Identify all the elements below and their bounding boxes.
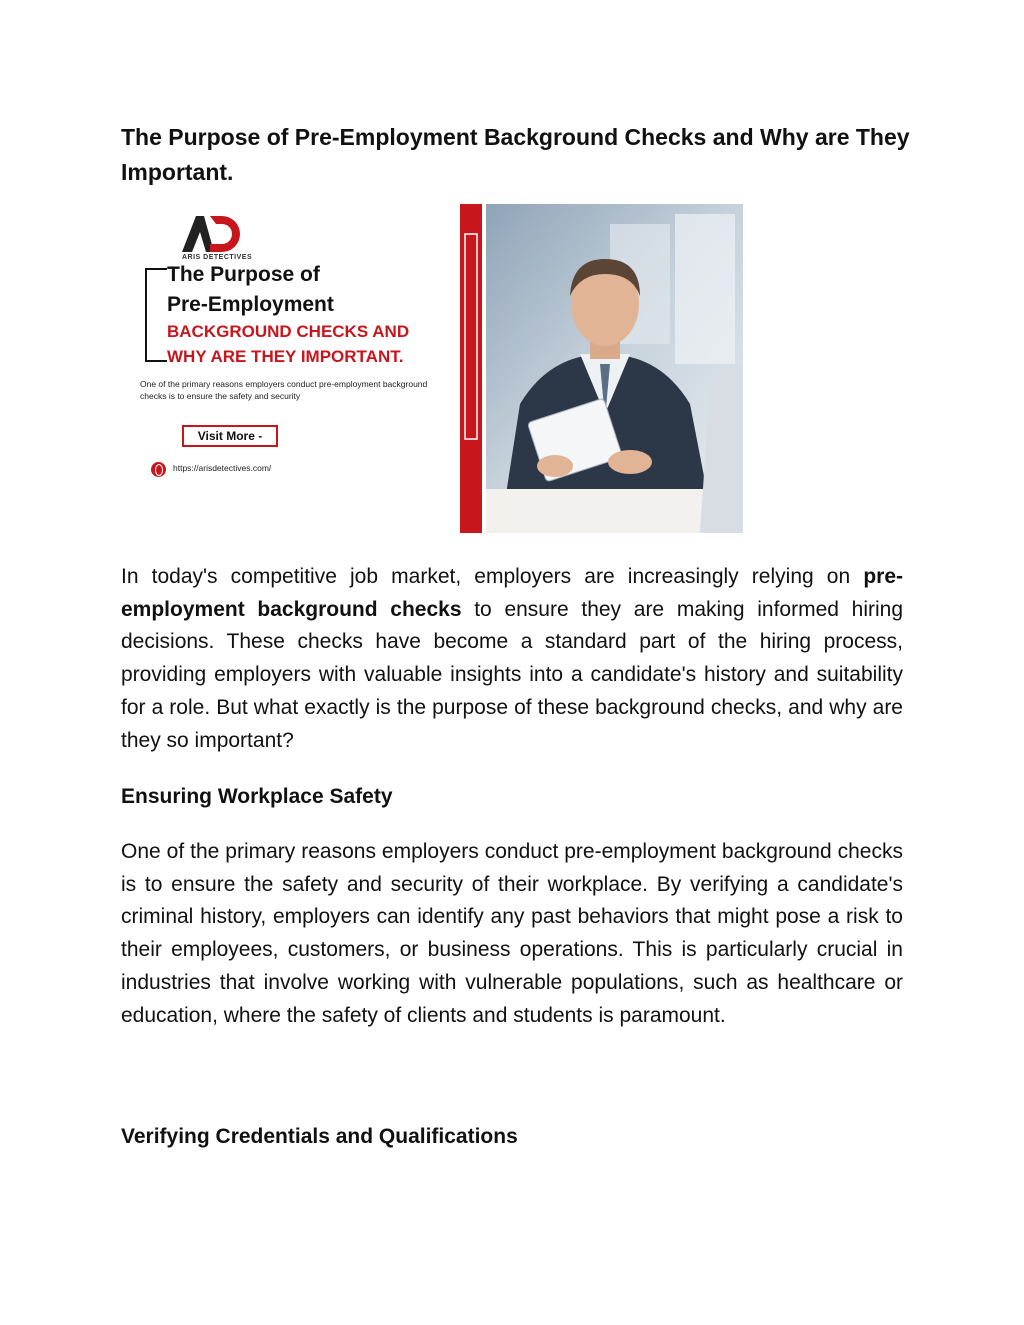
banner-text-panel [120, 204, 465, 533]
promo-banner-image [120, 204, 743, 533]
intro-bold-link[interactable]: pre-employment background checks [121, 565, 903, 621]
banner-body-text: One of the primary reasons employers conduct pre-employment background checks is to ensure the safety and security [140, 379, 428, 401]
section-heading-workplace-safety: Ensuring Workplace Safety [121, 785, 393, 808]
heading-bracket [145, 268, 167, 362]
banner-url[interactable]: https://arisdetectives.com/ [173, 463, 272, 473]
globe-icon [151, 462, 166, 477]
banner-heading-red-line2: WHY ARE THEY IMPORTANT. [167, 347, 404, 366]
document-title: The Purpose of Pre-Employment Background Checks and Why are They Important. [121, 124, 910, 185]
aris-detectives-logo [180, 212, 242, 258]
intro-text-end: to ensure they are making informed hiring decisions. These checks have become a standard part of the hiring process, providing employers with valuable insights into a candidate's history and suitability for a role. But what exactly is the purpose of these background checks, and why are they so important? [121, 597, 903, 752]
banner-heading-line2: Pre-Employment [167, 293, 334, 316]
banner-heading-line1: The Purpose of [167, 263, 320, 286]
intro-paragraph [121, 561, 903, 757]
visit-more-button[interactable]: Visit More - [182, 425, 278, 447]
logo-subtitle: ARIS DETECTIVES [182, 254, 253, 261]
section-heading-credentials: Verifying Credentials and Qualifications [121, 1125, 518, 1148]
banner-heading-red-line1: BACKGROUND CHECKS AND [167, 322, 410, 341]
intro-text-start: In today's competitive job market, employers are increasingly relying on [121, 565, 864, 588]
businessman-with-tablet-photo [460, 204, 743, 533]
workplace-safety-paragraph: One of the primary reasons employers conduct pre-employment background checks is to ensure the safety and security of their workplace. By verifying a candidate's criminal history, employers can identify any past behaviors that might pose a risk to their employees, customers, or business operations. This is particularly crucial in industries that involve working with vulnerable populations, such as healthcare or education, where the safety of clients and students is paramount. [121, 840, 903, 1027]
